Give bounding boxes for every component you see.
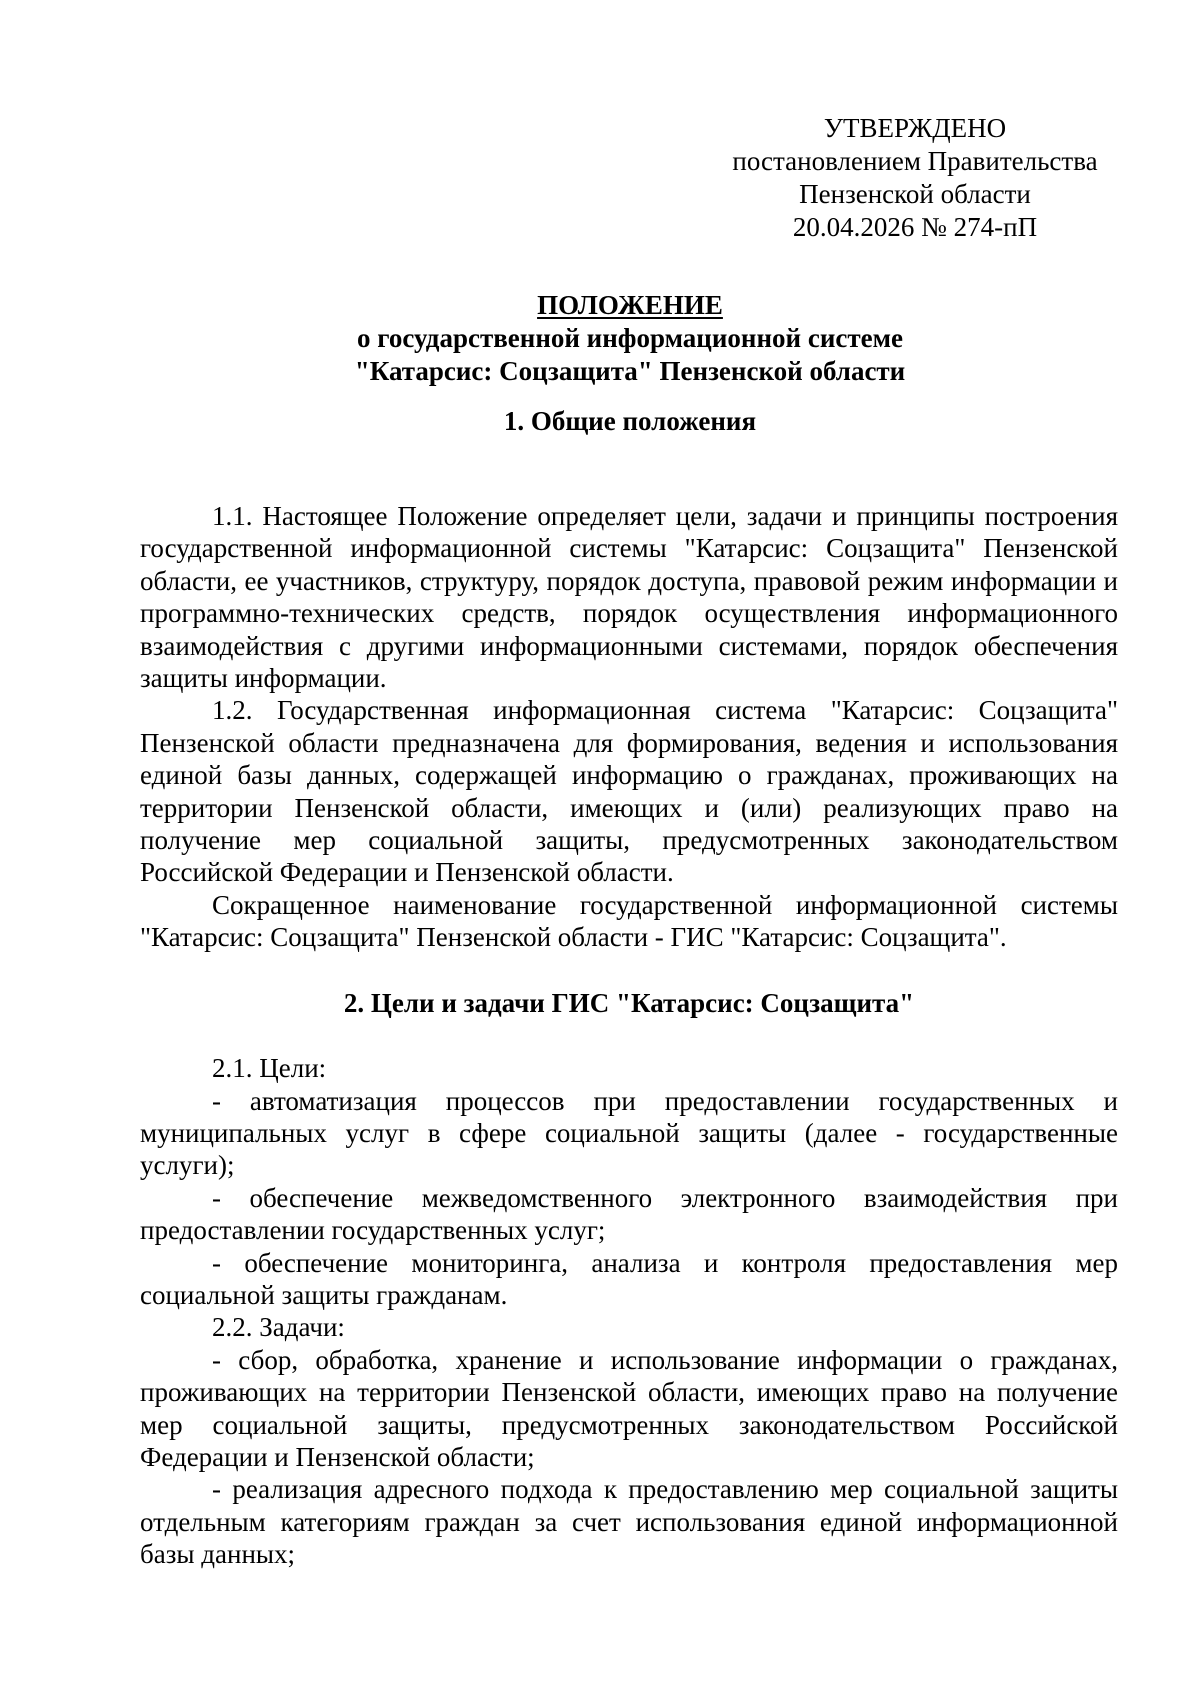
- document-title: [140, 289, 1120, 388]
- goal-item-1: - автоматизация процессов при предоставлении государственных и муниципальных услуг в сфере социальной защиты (далее - государственные услуги);: [140, 1085, 1118, 1181]
- paragraph-1-2: 1.2. Государственная информационная система "Катарсис: Соцзащита" Пензенской области предназначена для формирования, ведения и использования единой базы данных, содержащей информацию о гражданах, проживающих на территории Пензенской области, имеющих и (или) реализующих право на получение мер социальной защиты, предусмотренных законодательством Российской Федерации и Пензенской области.: [140, 695, 1118, 888]
- task-item-1: - сбор, обработка, хранение и использование информации о гражданах, проживающих на территории Пензенской области, имеющих право на получение мер социальной защиты, предусмотренных законодательством Российской Федерации и Пензенской области;: [140, 1344, 1118, 1472]
- approval-decree: постановлением Правительства: [732, 146, 1098, 176]
- goal-item-2: - обеспечение межведомственного электронного взаимодействия при предоставлении государственных услуг;: [140, 1182, 1118, 1246]
- tasks-label: 2.2. Задачи:: [212, 1312, 345, 1343]
- section1-heading: 1. Общие положения: [503, 406, 757, 436]
- approval-block: [715, 112, 1115, 244]
- approval-date-number: 20.04.2026 № 274-пП: [792, 212, 1038, 242]
- section2-heading: 2. Цели и задачи ГИС "Катарсис: Соцзащита": [343, 987, 915, 1018]
- goals-label: 2.1. Цели:: [212, 1053, 327, 1084]
- title-subtitle-line1: о государственной информационной системе: [357, 323, 903, 353]
- title-subtitle-line2: "Катарсис: Соцзащита" Пензенской области: [354, 356, 906, 386]
- title-main: ПОЛОЖЕНИЕ: [537, 290, 723, 320]
- approval-title: УТВЕРЖДЕНО: [823, 113, 1007, 143]
- approval-region: Пензенской области: [799, 179, 1031, 209]
- goal-item-3: - обеспечение мониторинга, анализа и контроля предоставления мер социальной защиты гражданам.: [140, 1247, 1118, 1310]
- document-body: [140, 500, 1118, 1571]
- paragraph-1-short-name: Сокращенное наименование государственной информационной системы "Катарсис: Соцзащита" Пензенской области - ГИС "Катарсис: Соцзащита".: [140, 889, 1118, 953]
- paragraph-1-1: 1.1. Настоящее Положение определяет цели, задачи и принципы построения государственной информационной системы "Катарсис: Соцзащита" Пензенской области, ее участников, структуру, порядок доступа, правовой режим информации и программно-технических средств, порядок осуществления информационного взаимодействия с другими информационными системами, порядок обеспечения защиты информации.: [140, 501, 1118, 694]
- task-item-2: - реализация адресного подхода к предоставлению мер социальной защиты отдельным категориям граждан за счет использования единой информационной базы данных;: [140, 1474, 1118, 1570]
